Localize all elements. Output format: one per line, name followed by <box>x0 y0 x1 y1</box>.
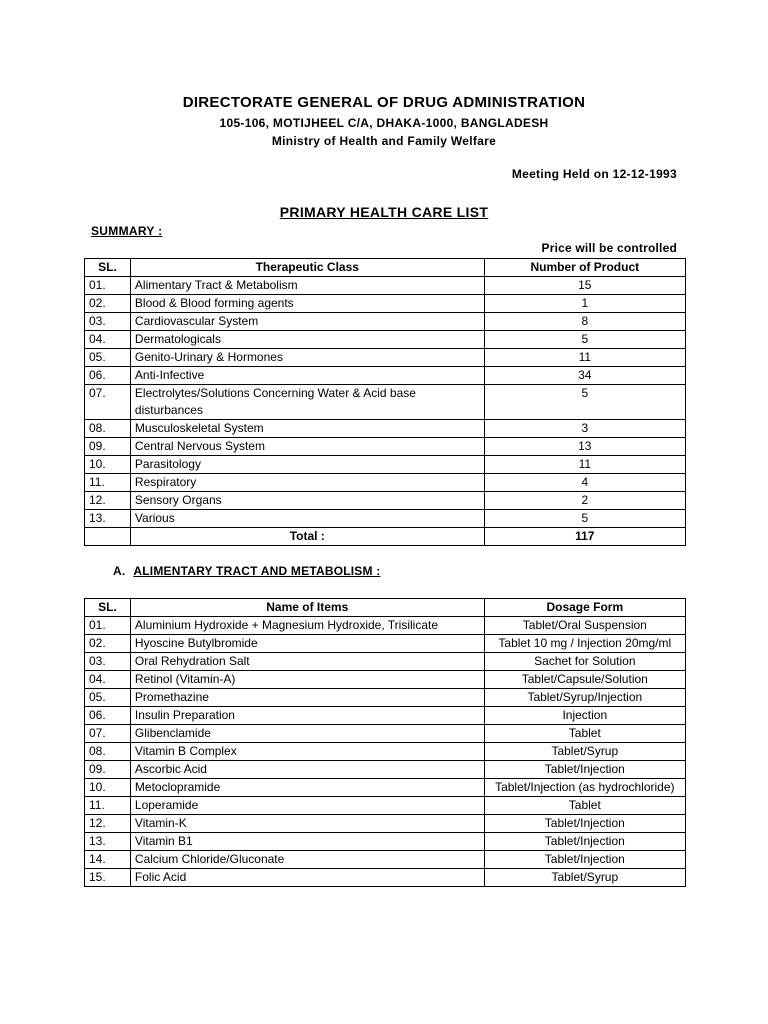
row-sl: 08. <box>85 743 131 761</box>
table-row <box>85 689 686 707</box>
column-header: SL. <box>85 599 131 617</box>
row-sl: 06. <box>85 707 131 725</box>
row-count: 4 <box>484 474 685 492</box>
items-table <box>84 598 686 887</box>
table-row <box>85 438 686 456</box>
row-sl: 08. <box>85 420 131 438</box>
column-header: Number of Product <box>484 259 685 277</box>
row-class: Parasitology <box>130 456 484 474</box>
row-sl: 11. <box>85 797 131 815</box>
row-item-name: Loperamide <box>130 797 484 815</box>
total-value: 117 <box>484 528 685 546</box>
table-row <box>85 833 686 851</box>
table-row <box>85 492 686 510</box>
section-letter: A. <box>113 564 126 578</box>
row-item-name: Retinol (Vitamin-A) <box>130 671 484 689</box>
table-row <box>85 510 686 528</box>
row-sl: 09. <box>85 761 131 779</box>
row-count: 5 <box>484 510 685 528</box>
table-row <box>85 295 686 313</box>
table-row <box>85 420 686 438</box>
ministry-name: Ministry of Health and Family Welfare <box>271 134 497 148</box>
row-class: Blood & Blood forming agents <box>130 295 484 313</box>
row-count: 5 <box>484 385 685 420</box>
row-dosage-form: Tablet <box>484 797 685 815</box>
table-row <box>85 456 686 474</box>
row-sl: 02. <box>85 295 131 313</box>
row-class: Respiratory <box>130 474 484 492</box>
table-row <box>85 367 686 385</box>
price-note: Price will be controlled <box>541 241 677 255</box>
row-sl: 03. <box>85 313 131 331</box>
row-sl: 02. <box>85 635 131 653</box>
row-sl: 11. <box>85 474 131 492</box>
row-dosage-form: Tablet/Capsule/Solution <box>484 671 685 689</box>
row-class: Alimentary Tract & Metabolism <box>130 277 484 295</box>
table-row <box>85 277 686 295</box>
row-dosage-form: Tablet/Syrup/Injection <box>484 689 685 707</box>
table-row <box>85 725 686 743</box>
items-header-row <box>85 599 686 617</box>
row-count: 34 <box>484 367 685 385</box>
row-class: Anti-Infective <box>130 367 484 385</box>
table-row <box>85 653 686 671</box>
row-dosage-form: Tablet/Syrup <box>484 869 685 887</box>
row-class: Dermatologicals <box>130 331 484 349</box>
row-count: 15 <box>484 277 685 295</box>
row-dosage-form: Sachet for Solution <box>484 653 685 671</box>
row-count: 8 <box>484 313 685 331</box>
total-row <box>85 528 686 546</box>
column-header: Name of Items <box>130 599 484 617</box>
summary-header-row <box>85 259 686 277</box>
row-count: 3 <box>484 420 685 438</box>
row-sl: 10. <box>85 456 131 474</box>
row-sl: 12. <box>85 815 131 833</box>
row-dosage-form: Tablet/Injection (as hydrochloride) <box>484 779 685 797</box>
row-count: 1 <box>484 295 685 313</box>
row-item-name: Ascorbic Acid <box>130 761 484 779</box>
row-sl: 05. <box>85 689 131 707</box>
table-row <box>85 779 686 797</box>
table-row <box>85 474 686 492</box>
row-dosage-form: Tablet 10 mg / Injection 20mg/ml <box>484 635 685 653</box>
row-sl: 13. <box>85 833 131 851</box>
row-dosage-form: Tablet/Injection <box>484 761 685 779</box>
row-count: 11 <box>484 349 685 367</box>
row-dosage-form: Tablet/Injection <box>484 815 685 833</box>
row-class: Genito-Urinary & Hormones <box>130 349 484 367</box>
row-dosage-form: Tablet/Oral Suspension <box>484 617 685 635</box>
row-sl: 09. <box>85 438 131 456</box>
row-class: Electrolytes/Solutions Concerning Water & Acid base disturbances <box>130 385 484 420</box>
table-row <box>85 707 686 725</box>
summary-label: SUMMARY : <box>91 224 163 238</box>
section-a-heading <box>113 564 380 578</box>
row-sl: 13. <box>85 510 131 528</box>
column-header: SL. <box>85 259 131 277</box>
row-sl: 10. <box>85 779 131 797</box>
row-item-name: Metoclopramide <box>130 779 484 797</box>
row-sl: 07. <box>85 725 131 743</box>
row-sl: 06. <box>85 367 131 385</box>
row-dosage-form: Injection <box>484 707 685 725</box>
table-row <box>85 743 686 761</box>
row-sl: 04. <box>85 671 131 689</box>
table-row <box>85 313 686 331</box>
row-count: 2 <box>484 492 685 510</box>
table-row <box>85 797 686 815</box>
table-row <box>85 617 686 635</box>
row-sl: 01. <box>85 277 131 295</box>
row-sl: 01. <box>85 617 131 635</box>
list-title-wrap <box>0 204 768 222</box>
table-row <box>85 331 686 349</box>
row-item-name: Calcium Chloride/Gluconate <box>130 851 484 869</box>
row-class: Sensory Organs <box>130 492 484 510</box>
row-class: Central Nervous System <box>130 438 484 456</box>
row-class: Various <box>130 510 484 528</box>
row-dosage-form: Tablet/Injection <box>484 833 685 851</box>
row-item-name: Promethazine <box>130 689 484 707</box>
row-item-name: Hyoscine Butylbromide <box>130 635 484 653</box>
row-class: Cardiovascular System <box>130 313 484 331</box>
row-sl: 04. <box>85 331 131 349</box>
row-item-name: Folic Acid <box>130 869 484 887</box>
table-row <box>85 851 686 869</box>
table-row <box>85 869 686 887</box>
column-header: Therapeutic Class <box>130 259 484 277</box>
row-item-name: Vitamin-K <box>130 815 484 833</box>
empty-cell <box>85 528 131 546</box>
row-sl: 07. <box>85 385 131 420</box>
row-item-name: Oral Rehydration Salt <box>130 653 484 671</box>
row-item-name: Glibenclamide <box>130 725 484 743</box>
table-row <box>85 349 686 367</box>
row-sl: 12. <box>85 492 131 510</box>
row-class: Musculoskeletal System <box>130 420 484 438</box>
org-address: 105-106, MOTIJHEEL C/A, DHAKA-1000, BANGLADESH <box>219 116 549 130</box>
row-sl: 15. <box>85 869 131 887</box>
org-title: DIRECTORATE GENERAL OF DRUG ADMINISTRATION <box>182 94 586 111</box>
row-dosage-form: Tablet/Syrup <box>484 743 685 761</box>
row-item-name: Insulin Preparation <box>130 707 484 725</box>
total-label: Total : <box>130 528 484 546</box>
row-sl: 05. <box>85 349 131 367</box>
row-sl: 03. <box>85 653 131 671</box>
row-item-name: Aluminium Hydroxide + Magnesium Hydroxide, Trisilicate <box>130 617 484 635</box>
table-row <box>85 815 686 833</box>
row-count: 11 <box>484 456 685 474</box>
row-item-name: Vitamin B Complex <box>130 743 484 761</box>
row-count: 13 <box>484 438 685 456</box>
row-dosage-form: Tablet <box>484 725 685 743</box>
table-row <box>85 385 686 420</box>
section-title: ALIMENTARY TRACT AND METABOLISM : <box>133 564 381 578</box>
table-row <box>85 671 686 689</box>
summary-table <box>84 258 686 546</box>
row-item-name: Vitamin B1 <box>130 833 484 851</box>
row-count: 5 <box>484 331 685 349</box>
meeting-date: Meeting Held on 12-12-1993 <box>511 167 677 181</box>
column-header: Dosage Form <box>484 599 685 617</box>
list-title: PRIMARY HEALTH CARE LIST <box>279 204 489 220</box>
row-sl: 14. <box>85 851 131 869</box>
table-row <box>85 635 686 653</box>
table-row <box>85 761 686 779</box>
row-dosage-form: Tablet/Injection <box>484 851 685 869</box>
